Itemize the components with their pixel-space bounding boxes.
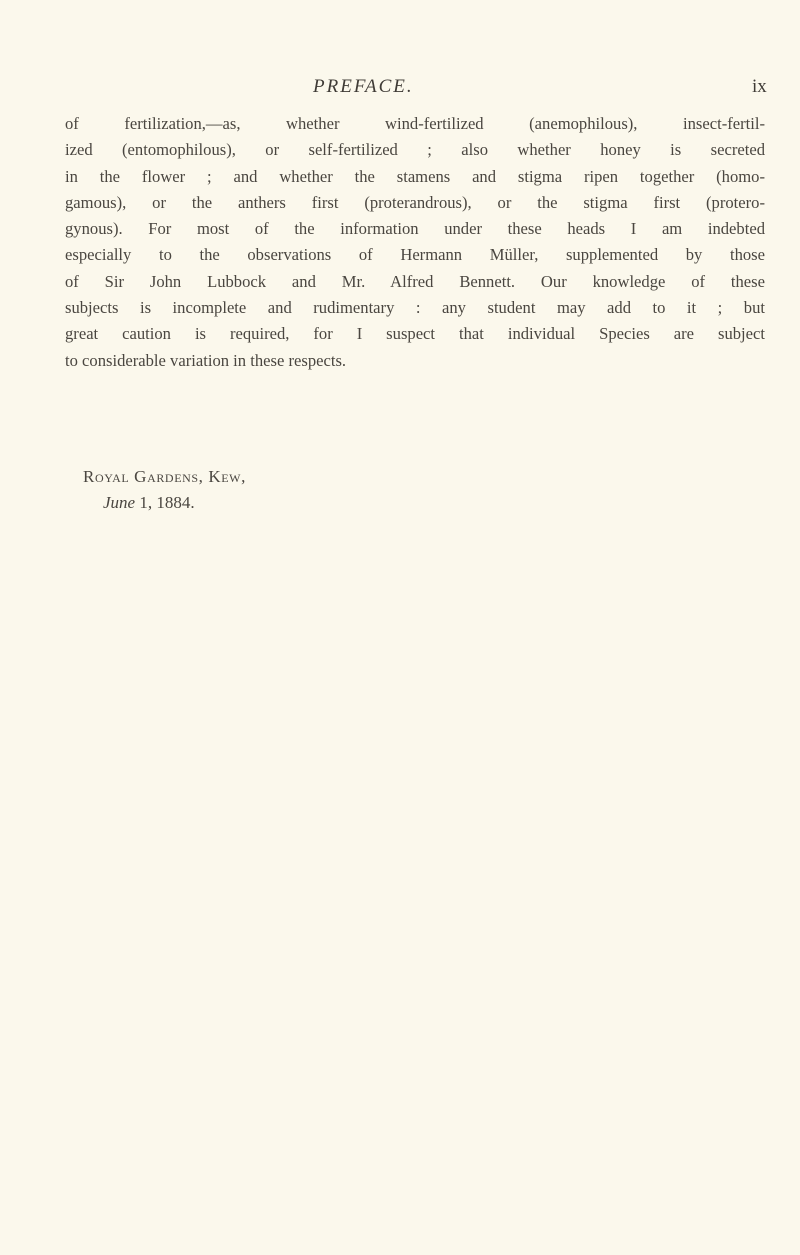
text-line: to considerable variation in these respects. bbox=[65, 350, 347, 370]
preface-paragraph bbox=[65, 111, 765, 374]
text-line: great caution is required, for I suspect that individual Species are subject bbox=[65, 324, 765, 344]
text-line: of Sir John Lubbock and Mr. Alfred Bennett. Our knowledge of these bbox=[65, 271, 765, 291]
text-line: in the flower ; and whether the stamens and stigma ripen together (homo- bbox=[65, 166, 765, 186]
signature-place: Royal Gardens, Kew, bbox=[83, 467, 246, 486]
signature-day-year: 1, 1884. bbox=[135, 493, 195, 512]
text-line: of fertilization,—as, whether wind-fertilized (anemophilous), insect-fertil- bbox=[65, 114, 765, 133]
text-line: gamous), or the anthers first (proterandrous), or the stigma first (protero- bbox=[65, 192, 765, 212]
text-line: ized (entomophilous), or self-fertilized ; also whether honey is secreted bbox=[65, 140, 765, 160]
running-title: PREFACE. bbox=[313, 76, 414, 97]
page-number: ix bbox=[752, 76, 767, 97]
text-line: subjects is incomplete and rudimentary : any student may add to it ; but bbox=[65, 298, 765, 318]
signature-date bbox=[83, 490, 246, 516]
text-line: especially to the observations of Hermann Müller, supplemented by those bbox=[65, 245, 765, 265]
signature-month: June bbox=[103, 493, 136, 512]
signature-block bbox=[83, 464, 246, 516]
text-line: gynous). For most of the information under these heads I am indebted bbox=[65, 219, 765, 239]
running-head bbox=[0, 76, 800, 100]
